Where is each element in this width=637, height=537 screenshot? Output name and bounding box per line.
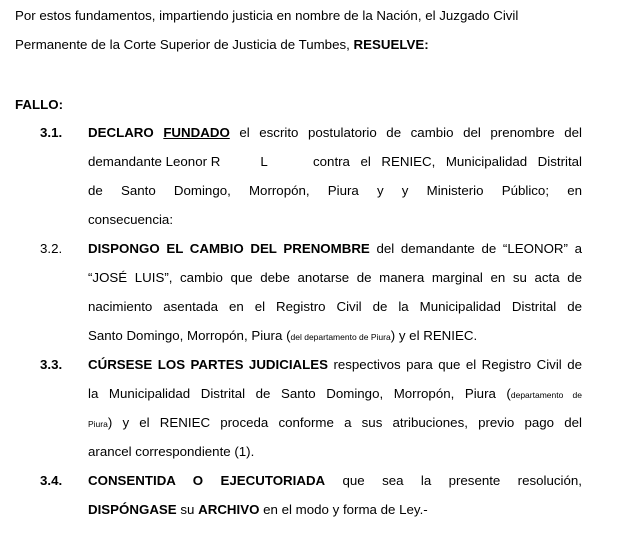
item-text: la Municipalidad Distrital de Santo Domingo, Morropón, Piura ( [88,386,511,401]
item-small-text: Piura [88,419,108,429]
item-line [88,327,477,346]
item-text: su [176,502,199,517]
item-text: ) y el RENIEC proceda conforme a sus atribuciones, previo pago del [107,415,582,430]
item-line [88,124,582,142]
item-small-text: del departamento de Piura [290,332,391,342]
item-text: ) y el RENIEC. [390,328,478,343]
fundado-label: FUNDADO [163,125,230,140]
item-text: demandante Leonor R [88,154,221,169]
item-number: 3.2. [40,241,63,256]
fallo-heading: FALLO: [15,97,64,112]
item-text: respectivos para que el Registro Civil de [327,357,582,372]
item-line: arancel correspondiente (1). [88,444,255,459]
item-line [88,501,428,519]
item-small-text: departamento de [510,390,582,400]
disponganse-label: DISPÓNGASE [88,502,177,517]
consentida-label: CONSENTIDA O EJECUTORIADA [88,473,326,488]
item-line: nacimiento asentada en el Registro Civil de la Municipalidad Distrital de [88,299,582,314]
dispongo-label: DISPONGO EL CAMBIO DEL PRENOMBRE [88,241,370,256]
item-number: 3.3. [40,357,63,372]
item-line [88,414,582,433]
item-text: que sea la presente resolución, [325,473,582,488]
item-line [88,356,582,374]
declaro-label: DECLARO [88,125,164,140]
item-number: 3.1. [40,125,63,140]
item-text: L [260,154,268,169]
item-text: el escrito postulatorio de cambio del prenombre del [229,125,582,140]
item-line: consecuencia: [88,212,174,227]
item-line [88,240,582,258]
item-line [88,472,582,490]
item-text: del demandante de “LEONOR” a [369,241,583,256]
item-line: “JOSÉ LUIS”, cambio que debe anotarse de manera marginal en su acta de [88,270,582,285]
item-text: contra el RENIEC, Municipalidad Distrital [313,154,582,169]
item-text: en el modo y forma de Ley.- [259,502,428,517]
item-number: 3.4. [40,473,63,488]
archivo-label: ARCHIVO [198,502,260,517]
item-line [88,385,582,404]
intro-line-2 [15,36,429,54]
intro-line-1: Por estos fundamentos, impartiendo justicia en nombre de la Nación, el Juzgado Civil [15,8,519,23]
resuelve-label: RESUELVE: [353,37,429,52]
intro-text: Permanente de la Corte Superior de Justicia de Tumbes, [15,37,354,52]
item-line [88,153,294,171]
cursese-label: CÚRSESE LOS PARTES JUDICIALES [88,357,328,372]
item-text: Santo Domingo, Morropón, Piura ( [88,328,291,343]
item-line: de Santo Domingo, Morropón, Piura y y Ministerio Público; en [88,183,582,198]
